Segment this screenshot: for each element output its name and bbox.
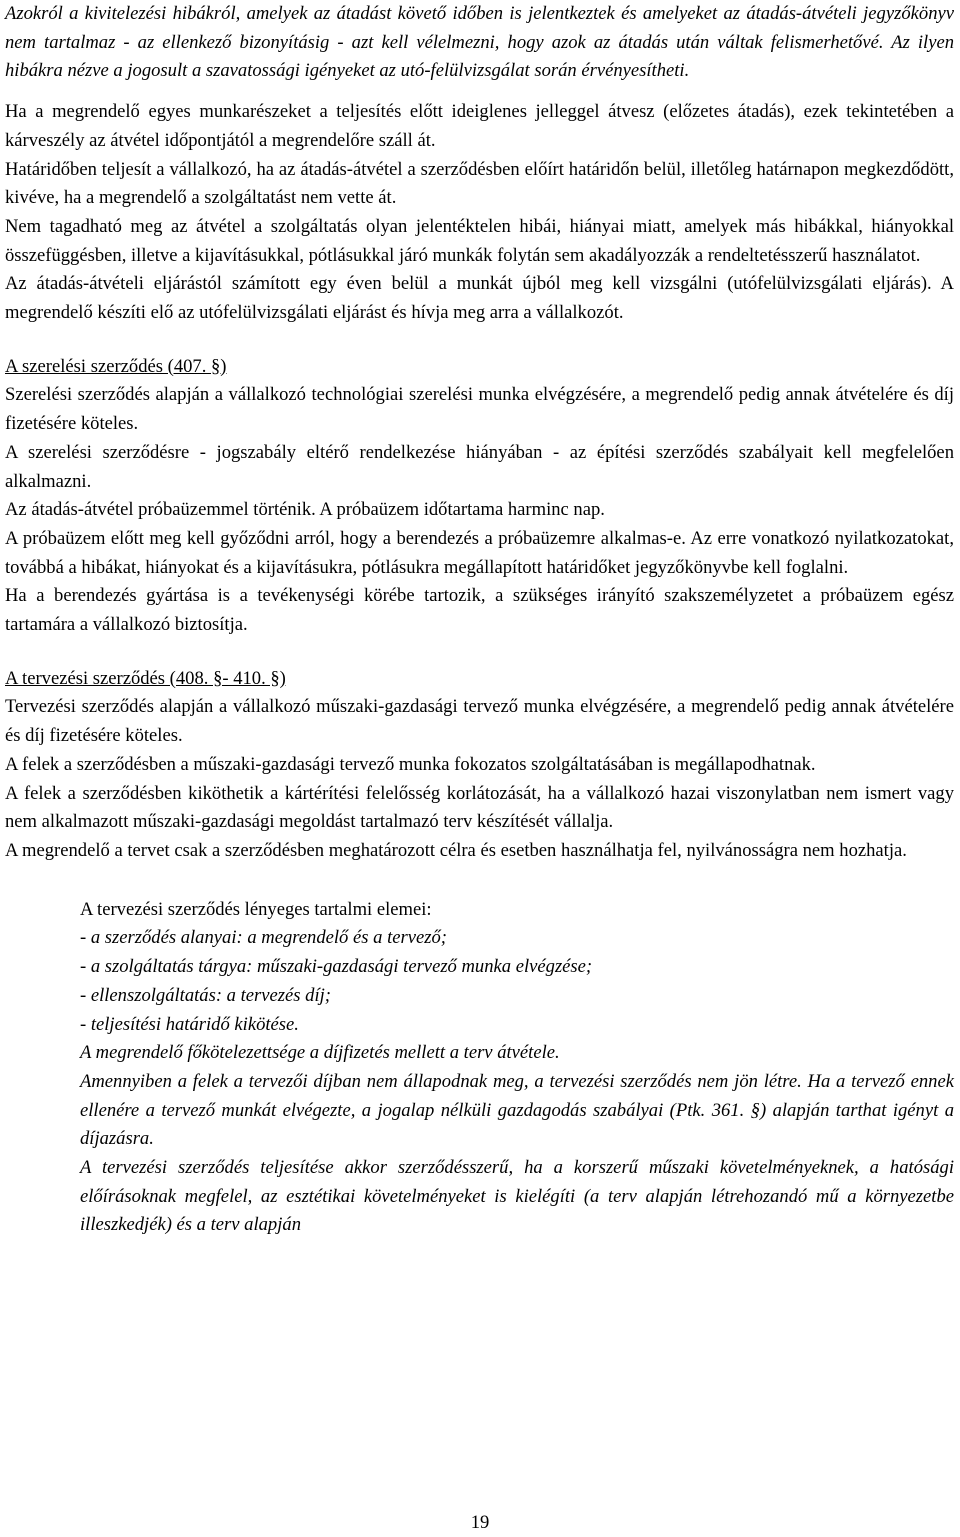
paragraph-deadline-performance: Határidőben teljesít a vállalkozó, ha az átadás-átvétel a szerződésben előírt határidőn belül, illetőleg határnapon megkezdődött, kivéve, ha a megrendelő a szolgáltatást nem vette át. xyxy=(5,158,954,209)
design-element-item: - ellenszolgáltatás: a tervezés díj; xyxy=(80,984,331,1006)
design-element-item: - a szolgáltatás tárgya: műszaki-gazdasági tervező munka elvégzése; xyxy=(80,956,593,978)
section-design-elements xyxy=(80,896,954,1240)
paragraph-installation-definition: Szerelési szerződés alapján a vállalkozó technológiai szerelési munka elvégzésére, a megrendelő pedig annak átvételére és díj fizetésére köteles. xyxy=(5,384,954,435)
paragraph-design-phased: A felek a szerződésben a műszaki-gazdasági tervező munka fokozatos szolgáltatásában is megállapodhatnak. xyxy=(5,753,816,775)
paragraph-installation-rules: A szerelési szerződésre - jogszabály eltérő rendelkezése hiányában - az építési szerződés szabályait kell megfelelően alkalmazni. xyxy=(5,441,954,492)
design-element-item: - a szerződés alanyai: a megrendelő és a tervező; xyxy=(80,927,447,949)
paragraph-trial-operation: Az átadás-átvétel próbaüzemmel történik. A próbaüzem időtartama harminc nap. xyxy=(5,499,605,521)
paragraph-acceptance-refusal: Nem tagadható meg az átvétel a szolgáltatás olyan jelentéktelen hibái, hiányai miatt, amelyek más hibákkal, hiányokkal összefüggésben, illetve a kijavításukkal, pótlásukkal járó munkák folytán sem akadályozzák a rendeltetésszerű használatot. xyxy=(5,215,954,266)
paragraph-design-usage: A megrendelő a tervet csak a szerződésben meghatározott célra és esetben használhatja fel, nyilvánosságra nem hozhatja. xyxy=(5,839,907,861)
heading-installation-contract: A szerelési szerződés (407. §) xyxy=(5,355,227,377)
page-number: 19 xyxy=(470,1512,490,1533)
paragraph-trial-check: A próbaüzem előtt meg kell győződni arról, hogy a berendezés a próbaüzemre alkalmas-e. Az erre vonatkozó nyilatkozatokat, továbbá a hibákat, hiányokat és a kijavításukra, pótlásukra megállapított határidőket jegyzőkönyvbe kell foglalni. xyxy=(5,527,954,578)
paragraph-design-definition: Tervezési szerződés alapján a vállalkozó műszaki-gazdasági tervező munka elvégzésére, a megrendelő pedig annak átvételére és díj fizetésére köteles. xyxy=(5,696,954,747)
paragraph-design-fee: Amennyiben a felek a tervezői díjban nem állapodnak meg, a tervezési szerződés nem jön létre. Ha a tervező ennek ellenére a tervező munkát elvégezte, a jogalap nélküli gazdagodás szabályai (Ptk. 361. §) alapján tarthat igényt a díjazásra. xyxy=(80,1070,954,1150)
section-design-contract xyxy=(5,665,954,866)
design-element-item: - teljesítési határidő kikötése. xyxy=(80,1013,299,1035)
paragraph-post-inspection: Az átadás-átvételi eljárástól számított egy éven belül a munkát újból meg kell vizsgálni (utófelülvizsgálati eljárás). A megrendelő készíti elő az utófelülvizsgálati eljárást és hívja meg arra a vállalkozót. xyxy=(5,273,954,324)
section-handover xyxy=(5,98,954,328)
heading-design-contract: A tervezési szerződés (408. §- 410. §) xyxy=(5,667,286,689)
paragraph-main-obligation: A megrendelő főkötelezettsége a díjfizetés mellett a terv átvétele. xyxy=(80,1042,560,1064)
document-page xyxy=(5,0,954,1240)
paragraph-design-liability: A felek a szerződésben kiköthetik a kártérítési felelősség korlátozását, ha a vállalkozó hazai viszonylatban nem ismert vagy nem alkalmazott műszaki-gazdasági megoldást tartalmazó terv készítését vállalja. xyxy=(5,782,954,833)
section-installation-contract xyxy=(5,353,954,640)
paragraph-trial-staff: Ha a berendezés gyártása is a tevékenységi körébe tartozik, a szükséges irányító szakszemélyzetet a próbaüzem egész tartamára a vállalkozó biztosítja. xyxy=(5,585,954,636)
paragraph-preliminary-handover: Ha a megrendelő egyes munkarészeket a teljesítés előtt ideiglenes jelleggel átvesz (előzetes átadás), ezek tekintetében a kárveszély az átvétel időpontjától a megrendelőre száll át. xyxy=(5,101,954,151)
paragraph-design-performance: A tervezési szerződés teljesítése akkor szerződésszerű, ha a korszerű műszaki követelményeknek, a hatósági előírásoknak megfelel, az esztétikai követelményeket is kielégíti (a terv alapján létrehozandó mű a környezetbe illeszkedjék) és a terv alapján xyxy=(80,1157,954,1236)
design-elements-lead: A tervezési szerződés lényeges tartalmi elemei: xyxy=(80,898,432,920)
intro-paragraph: Azokról a kivitelezési hibákról, amelyek az átadást követő időben is jelentkeztek és amelyeket az átadás-átvételi jegyzőkönyv nem tartalmaz - az ellenkező bizonyításig - azt kell vélelmezni, hogy azok az átadás után váltak felismerhetővé. Az ilyen hibákra nézve a jogosult a szavatossági igényeket az utó-felülvizsgálat során érvényesítheti. xyxy=(5,3,954,82)
